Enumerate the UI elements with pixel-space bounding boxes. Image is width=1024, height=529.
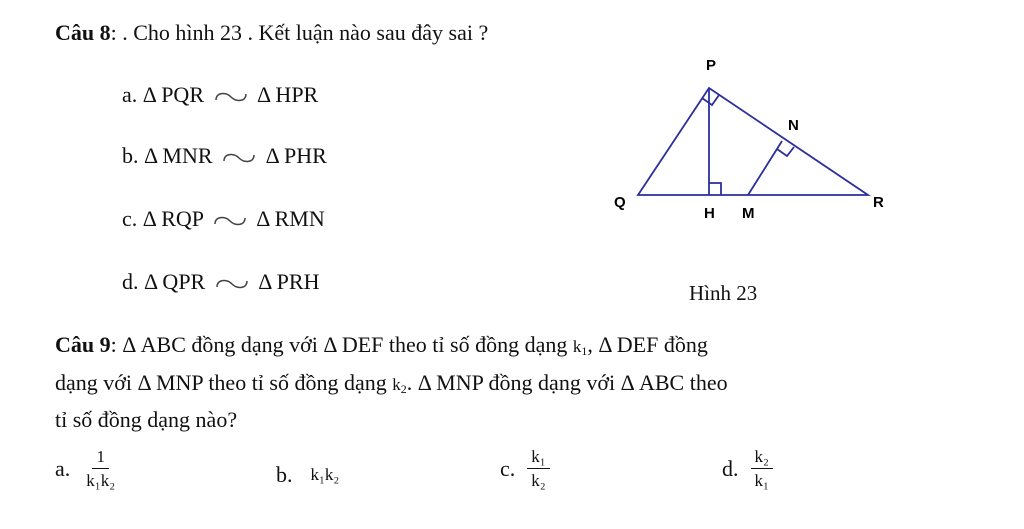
option-a	[122, 82, 318, 108]
option-letter: a.	[122, 82, 138, 107]
right-angle-h	[709, 183, 721, 195]
denominator: k₁k₂	[86, 471, 116, 490]
option-left-triangle: Δ RQP	[142, 206, 204, 231]
option-letter: b.	[122, 143, 139, 168]
question-9-line-2	[55, 370, 728, 397]
option-right-triangle: Δ HPR	[257, 82, 319, 107]
answer-a	[55, 447, 119, 491]
option-right-triangle: Δ PRH	[258, 269, 320, 294]
option-right-triangle: Δ RMN	[256, 206, 325, 231]
segment-mn	[748, 141, 782, 195]
answer-b	[276, 462, 339, 488]
fraction	[82, 447, 119, 491]
fraction	[751, 447, 773, 491]
option-left-triangle: Δ QPR	[144, 269, 206, 294]
answer-value: k₁k₂	[310, 465, 340, 484]
option-c	[122, 206, 325, 232]
similar-icon	[222, 151, 256, 165]
ratio-k2: $k_2$	[392, 375, 407, 396]
answer-letter: b.	[276, 462, 293, 487]
right-angle-n	[777, 147, 794, 156]
numerator: 1	[92, 447, 109, 469]
question-8-label: Câu 8	[55, 20, 111, 45]
triangle-pqr	[638, 88, 868, 195]
option-right-triangle: Δ PHR	[265, 143, 327, 168]
question-8-text: : . Cho hình 23 . Kết luận nào sau đây sai ?	[110, 20, 489, 45]
label-m: M	[742, 205, 755, 222]
label-q: Q	[614, 194, 626, 211]
label-r: R	[873, 194, 884, 211]
answer-letter: c.	[500, 456, 516, 481]
numerator: k₁	[527, 447, 549, 469]
question-9-text-c: dạng với Δ MNP theo tỉ số đồng dạng	[55, 370, 393, 395]
denominator: k₁	[754, 471, 769, 490]
question-9-text-b: , Δ DEF đồng	[587, 332, 708, 357]
ratio-k1: $k_1$	[572, 337, 588, 358]
option-d	[122, 269, 319, 295]
numerator: k₂	[751, 447, 773, 469]
question-9-text-d: . Δ MNP đồng dạng với Δ ABC theo	[406, 370, 728, 395]
similar-icon	[215, 277, 249, 291]
fraction	[527, 447, 549, 491]
figure-caption: Hình 23	[689, 281, 758, 305]
denominator: k₂	[531, 471, 546, 490]
similar-icon	[214, 90, 248, 104]
question-9-line-3: tỉ số đồng dạng nào?	[55, 407, 238, 432]
option-left-triangle: Δ PQR	[142, 82, 204, 107]
question-9-label: Câu 9	[55, 332, 111, 357]
answer-letter: a.	[55, 456, 71, 481]
option-left-triangle: Δ MNR	[144, 143, 213, 168]
option-b	[122, 143, 327, 169]
right-angle-p	[702, 95, 719, 105]
question-8-title	[55, 20, 488, 46]
question-9-line-1	[55, 332, 708, 359]
question-9-text-a: : Δ ABC đồng dạng với Δ DEF theo tỉ số đồng dạng	[110, 332, 573, 357]
figure-23-diagram	[600, 50, 900, 230]
answer-letter: d.	[722, 456, 739, 481]
label-p: P	[706, 57, 717, 74]
answer-d	[722, 447, 773, 491]
label-h: H	[704, 205, 715, 222]
option-letter: c.	[122, 206, 138, 231]
similar-icon	[213, 214, 247, 228]
label-n: N	[788, 117, 799, 134]
answer-c	[500, 447, 550, 491]
option-letter: d.	[122, 269, 139, 294]
